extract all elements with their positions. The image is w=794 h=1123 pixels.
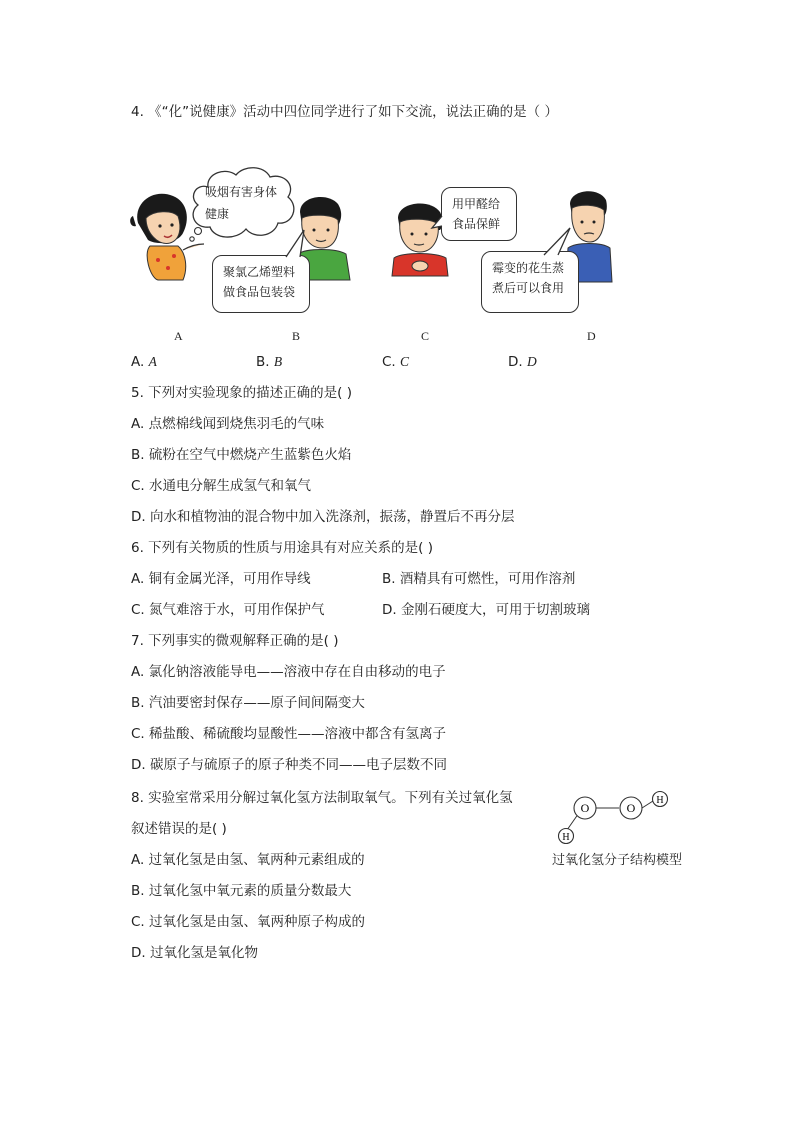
bubble-text-b: 聚氯乙烯塑料做食品包装袋 — [223, 265, 296, 299]
q6-option-c: C. 氮气难溶于水，可用作保护气 — [131, 602, 325, 618]
bubble-text-c: 用甲醛给食品保鲜 — [452, 197, 501, 231]
q7-option-d: D. 碳原子与硫原子的原子种类不同——电子层数不同 — [131, 757, 447, 773]
option-label: B. — [256, 354, 274, 370]
q8-option-a: A. 过氧化氢是由氢、氧两种元素组成的 — [131, 852, 365, 868]
q7-stem: 7. 下列事实的微观解释正确的是( ) — [131, 633, 339, 649]
atom-label: H — [562, 832, 570, 843]
pic-label-c: C — [421, 329, 430, 343]
q5-stem: 5. 下列对实验现象的描述正确的是( ) — [131, 385, 352, 401]
q4-option-a — [131, 353, 157, 371]
q8-stem-line1: 8. 实验室常采用分解过氧化氢方法制取氧气。下列有关过氧化氢 — [131, 790, 513, 806]
atom-label: O — [626, 801, 636, 815]
speech-bubble-d — [481, 251, 579, 313]
q4-option-b — [256, 353, 282, 371]
atom-label: H — [656, 795, 664, 806]
molecule-caption: 过氧化氢分子结构模型 — [552, 853, 683, 868]
q6-stem: 6. 下列有关物质的性质与用途具有对应关系的是( ) — [131, 540, 433, 556]
q6-option-a: A. 铜有金属光泽，可用作导线 — [131, 571, 311, 587]
option-value: D — [526, 354, 537, 369]
q5-option-c: C. 水通电分解生成氢气和氧气 — [131, 478, 312, 494]
q6-option-b: B. 酒精具有可燃性，可用作溶剂 — [382, 571, 576, 587]
q4-option-d — [508, 353, 537, 371]
speech-bubble-b — [212, 255, 310, 313]
q4-option-c — [382, 353, 409, 371]
pic-label-d: D — [587, 329, 596, 343]
pic-label-b: B — [292, 329, 301, 343]
q4-stem: 4. 《“化”说健康》活动中四位同学进行了如下交流，说法正确的是（ ） — [131, 104, 558, 120]
q8-option-d: D. 过氧化氢是氧化物 — [131, 945, 258, 961]
bubble-tail-b — [282, 228, 312, 258]
bubble-text-a: 吸烟有害身体健康 — [205, 185, 278, 221]
q5-option-b: B. 硫粉在空气中燃烧产生蓝紫色火焰 — [131, 447, 352, 463]
bubble-tail-d — [540, 226, 574, 256]
option-label: A. — [131, 354, 149, 370]
q6-option-d: D. 金刚石硬度大，可用于切割玻璃 — [382, 602, 590, 618]
q8-option-c: C. 过氧化氢是由氢、氧两种原子构成的 — [131, 914, 366, 930]
h2o2-molecule-model — [555, 790, 675, 850]
q5-option-a: A. 点燃棉线闻到烧焦羽毛的气味 — [131, 416, 325, 432]
option-label: C. — [382, 354, 401, 370]
q5-option-d: D. 向水和植物油的混合物中加入洗涤剂，振荡，静置后不再分层 — [131, 509, 515, 525]
option-value: C — [400, 354, 410, 369]
bubble-text-d: 霉变的花生蒸煮后可以食用 — [492, 261, 565, 295]
speech-bubble-c — [441, 187, 517, 241]
q8-stem-line2: 叙述错误的是( ) — [131, 821, 227, 837]
atom-label: O — [580, 801, 590, 815]
q7-option-a: A. 氯化钠溶液能导电——溶液中存在自由移动的电子 — [131, 664, 446, 680]
q8-option-b: B. 过氧化氢中氧元素的质量分数最大 — [131, 883, 352, 899]
bubble-tail-c — [430, 214, 446, 232]
q7-option-b: B. 汽油要密封保存——原子间间隔变大 — [131, 695, 365, 711]
pic-label-a: A — [174, 329, 183, 343]
q7-option-c: C. 稀盐酸、稀硫酸均显酸性——溶液中都含有氢离子 — [131, 726, 447, 742]
option-label: D. — [508, 354, 527, 370]
option-value: B — [273, 354, 283, 369]
option-value: A — [148, 354, 157, 369]
